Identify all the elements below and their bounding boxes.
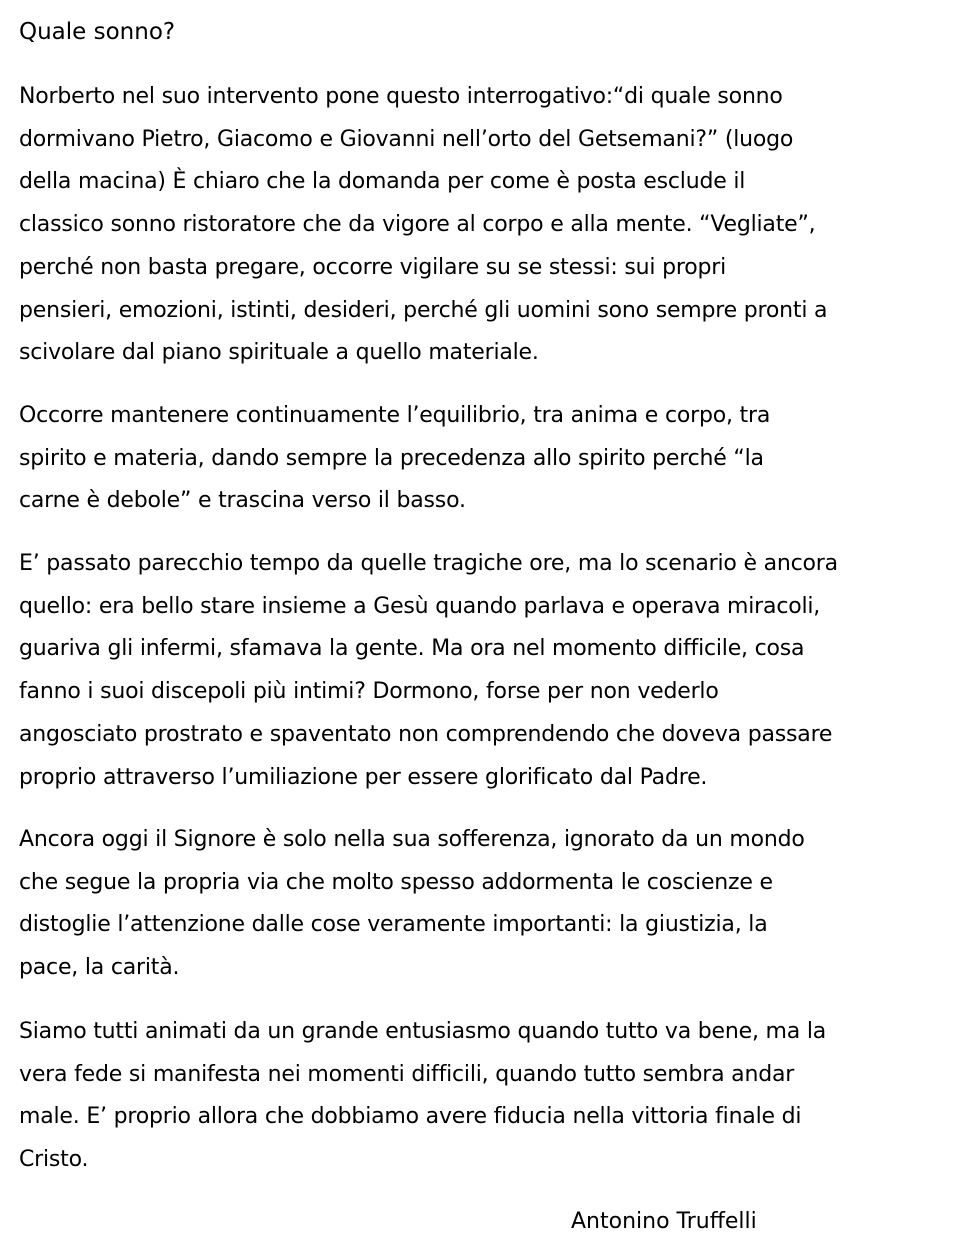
text-line: dormivano Pietro, Giacomo e Giovanni nell’orto del Getsemani?” (luogo [19,126,794,152]
paragraph-1 [19,76,949,375]
paragraph-4 [19,819,949,990]
text-line: perché non basta pregare, occorre vigilare su se stessi: sui propri [19,254,726,280]
text-line: pensieri, emozioni, istinti, desideri, perché gli uomini sono sempre pronti a [19,297,828,323]
paragraph-3 [19,543,949,799]
paragraph-2 [19,395,949,523]
text-line: classico sonno ristoratore che da vigore al corpo e alla mente. “Vegliate”, [19,212,816,238]
text-line: fanno i suoi discepoli più intimi? Dormono, forse per non vederlo [19,679,719,705]
document-title: Quale sonno? [19,19,176,45]
text-line: proprio attraverso l’umiliazione per essere glorificato dal Padre. [19,764,708,790]
text-line: pace, la carità. [19,955,180,981]
text-line: Ancora oggi il Signore è solo nella sua sofferenza, ignorato da un mondo [19,827,805,852]
text-line: E’ passato parecchio tempo da quelle tragiche ore, ma lo scenario è ancora [19,551,838,576]
text-line: quello: era bello stare insieme a Gesù quando parlava e operava miracoli, [19,593,821,619]
text-line: male. E’ proprio allora che dobbiamo avere fiducia nella vittoria finale di [19,1104,802,1130]
text-line: distoglie l’attenzione dalle cose veramente importanti: la giustizia, la [19,912,768,938]
paragraph-5 [19,1011,949,1182]
text-line: angosciato prostrato e spaventato non comprendendo che doveva passare [19,721,833,747]
text-line: Cristo. [19,1147,89,1173]
text-line: spirito e materia, dando sempre la precedenza allo spirito perché “la [19,445,764,471]
text-line: della macina) È chiaro che la domanda per come è posta esclude il [19,169,746,195]
text-line: Siamo tutti animati da un grande entusiasmo quando tutto va bene, ma la [19,1019,827,1044]
text-line: scivolare dal piano spirituale a quello materiale. [19,340,539,366]
text-line: guariva gli infermi, sfamava la gente. Ma ora nel momento difficile, cosa [19,636,805,662]
text-line: Norberto nel suo intervento pone questo interrogativo:“di quale sonno [19,84,783,109]
text-line: Occorre mantenere continuamente l’equilibrio, tra anima e corpo, tra [19,403,771,428]
text-line: che segue la propria via che molto spesso addormenta le coscienze e [19,869,773,895]
author-signature: Antonino Truffelli [571,1209,757,1234]
text-line: vera fede si manifesta nei momenti difficili, quando tutto sembra andar [19,1061,795,1087]
text-line: carne è debole” e trascina verso il basso. [19,488,466,514]
